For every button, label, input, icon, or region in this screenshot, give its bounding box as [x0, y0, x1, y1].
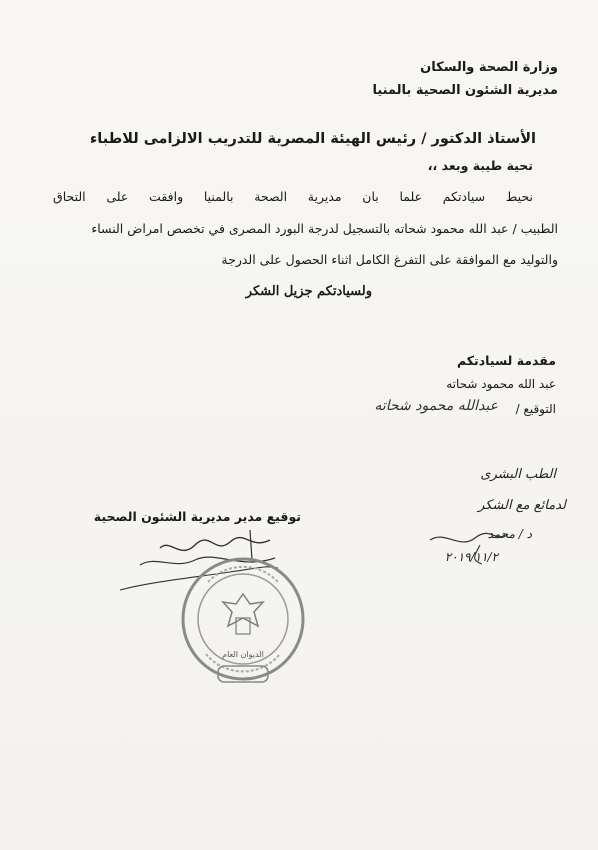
addressee: الأستاذ الدكتور / رئيس الهيئة المصرية للتدريب الالزامى للاطباء [89, 131, 536, 147]
body-line-2: الطبيب / عبد الله محمود شحاته بالتسجيل لدرجة البورد المصرى في تخصص امراض النساء [91, 221, 558, 236]
handwritten-note-line-3: د / محمد [487, 527, 532, 541]
body-line-3: والتوليد مع الموافقة على التفرغ الكامل اثناء الحصول على الدرجة [221, 252, 558, 267]
presented-to: مقدمة لسيادتكم [456, 353, 556, 368]
handwritten-note-line-1: الطب البشرى [480, 467, 556, 482]
directorate-name: مديرية الشئون الصحية بالمنيا [372, 83, 558, 98]
stamp-inner-text: الديوان العام [222, 650, 264, 659]
signature-label: التوقيع / [515, 402, 556, 416]
note-scribble [420, 520, 510, 570]
closing: ولسيادتكم جزيل الشكر [245, 284, 372, 299]
applicant-name: عبد الله محمود شحاته [446, 377, 556, 391]
handwritten-note-date: ٢٠١٩/١١/٢ [444, 550, 498, 564]
body-line-1: نحيط سيادتكم علما بان مديرية الصحة بالمنيا وافقت على التحاق [53, 189, 533, 204]
ministry-name: وزارة الصحة والسكان [420, 60, 558, 75]
greeting: تحية طيبة وبعد ،، [427, 158, 533, 173]
handwritten-note-line-2: لدمائع مع الشكر [478, 498, 566, 513]
applicant-signature: عبدالله محمود شحاته [374, 398, 498, 414]
director-signature-label: توقيع مدير مديرية الشئون الصحية [93, 509, 301, 524]
official-stamp [178, 554, 308, 694]
